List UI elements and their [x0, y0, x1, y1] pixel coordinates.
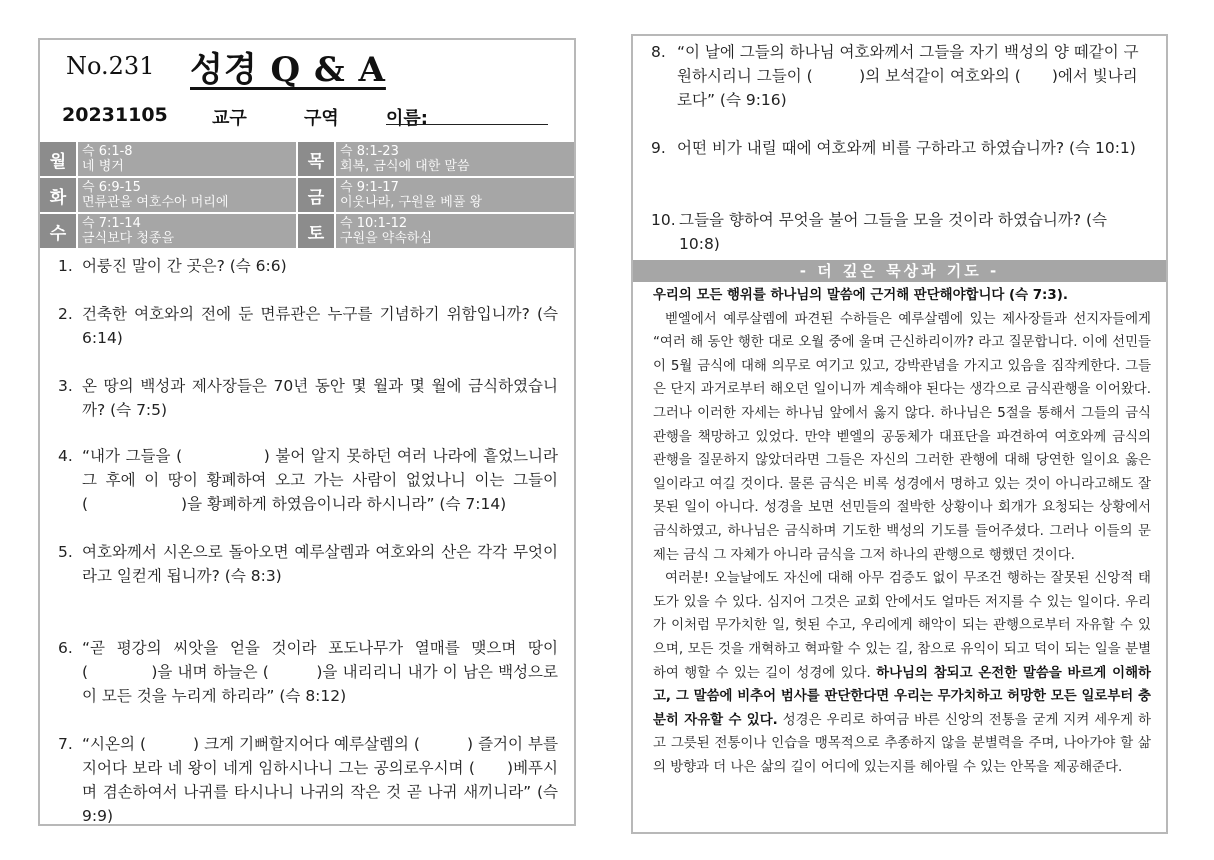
question-item — [651, 208, 1151, 256]
reading-cell — [78, 142, 296, 176]
schedule-row — [40, 142, 574, 178]
reading-desc: 면류관을 여호수아 머리에 — [82, 195, 229, 210]
guyeok-label: 구역 — [304, 108, 339, 129]
question-text: 그들을 향하여 무엇을 불어 그들을 모을 것이라 하였습니까? (슥 10:8) — [679, 211, 1108, 253]
meditation-text: 성경은 우리로 하여금 바른 신앙의 전통을 굳게 지켜 세우게 하고 그릇된 전통이나 인습을 맹목적으로 추종하지 않을 분별력을 주며, 나아가야 할 삶의 방향과 더 나은 삶의 길이 어디에 있는지를 헤아릴 수 있는 안목을 제공해준다. — [653, 712, 1151, 775]
schedule-row — [40, 178, 574, 214]
question-number: 10. — [651, 211, 676, 229]
question-number: 9. — [651, 139, 666, 157]
question-item — [58, 636, 558, 708]
name-blank-line — [386, 124, 548, 125]
question-item — [58, 732, 558, 828]
meditation-emphasis: 하나님의 참되고 온전한 말씀을 바르게 이해하고, 그 말씀에 비추어 범사를 판단한다면 우리는 무가치하고 허망한 모든 일로부터 충분히 자유할 수 있다. — [653, 665, 1151, 728]
schedule-row — [40, 214, 574, 250]
day-label: 월 — [40, 142, 76, 176]
reading-cell — [78, 178, 296, 212]
question-text: “곧 평강의 씨앗을 얻을 것이라 포도나무가 열매를 맺으며 땅이 ( )을 내며 하늘은 ( )을 내리리니 내가 이 남은 백성으로 이 모든 것을 누리게 하리라” (슥 8:12) — [82, 639, 558, 705]
question-item — [651, 40, 1151, 112]
meditation-text: 여러분! 오늘날에도 자신에 대해 아무 검증도 없이 무조건 행하는 잘못된 신앙적 태도가 있을 수 있다. 심지어 그것은 교회 안에서도 얼마든 저지를 수 있는 일이다. 우리가 이처럼 무가치한 일, 헛된 수고, 우리에게 해악이 되는 관행으로부터 자유할 수 있으며, 모든 것을 개혁하고 혁파할 수 있는 길, 참으로 유익이 되고 덕이 되는 일을 분별하여 행할 수 있는 길이 성경에 있다. — [653, 571, 1151, 681]
reading-desc: 네 병거 — [82, 159, 124, 174]
question-item — [58, 302, 558, 350]
meditation-body — [653, 284, 1151, 779]
reading-ref: 슥 6:9-15 — [82, 180, 141, 195]
question-item — [58, 254, 558, 278]
reading-desc: 구원을 약속하심 — [340, 231, 433, 246]
reading-cell — [336, 178, 574, 212]
question-number: 3. — [58, 377, 73, 395]
reading-cell — [78, 214, 296, 248]
question-text: 어룽진 말이 간 곳은? (슥 6:6) — [82, 257, 287, 275]
meditation-paragraph-2 — [653, 567, 1151, 779]
date-label: 20231105 — [62, 104, 168, 126]
day-label: 화 — [40, 178, 76, 212]
question-item — [651, 136, 1151, 160]
question-text: 건축한 여호와의 전에 둔 면류관은 누구를 기념하기 위함입니까? (슥 6:14) — [82, 305, 558, 347]
question-number: 4. — [58, 447, 73, 465]
reading-desc: 금식보다 청종을 — [82, 231, 175, 246]
reading-desc: 회복, 금식에 대한 말씀 — [340, 159, 470, 174]
day-label: 목 — [298, 142, 334, 176]
question-number: 2. — [58, 305, 73, 323]
reading-ref: 슥 6:1-8 — [82, 144, 133, 159]
question-item — [58, 374, 558, 422]
right-page — [631, 34, 1168, 834]
question-text: 여호와께서 시온으로 돌아오면 예루살렘과 여호와의 산은 각각 무엇이라고 일컫게 됩니까? (슥 8:3) — [82, 543, 558, 585]
day-label: 토 — [298, 214, 334, 248]
name-label: 이름: — [386, 108, 428, 129]
reading-ref: 슥 8:1-23 — [340, 144, 399, 159]
page-title: 성경 Q & A — [190, 50, 386, 90]
reading-cell — [336, 142, 574, 176]
question-number: 7. — [58, 735, 73, 753]
question-number: 8. — [651, 43, 666, 61]
day-label: 수 — [40, 214, 76, 248]
question-number: 5. — [58, 543, 73, 561]
day-label: 금 — [298, 178, 334, 212]
question-number: 1. — [58, 257, 73, 275]
meditation-heading: - 더 깊은 묵상과 기도 - — [633, 260, 1166, 282]
reading-desc: 이웃나라, 구원을 베풀 왕 — [340, 195, 483, 210]
question-text: “내가 그들을 ( ) 불어 알지 못하던 여러 나라에 흩었느니라 그 후에 이 땅이 황폐하여 오고 가는 사람이 없었나니 이는 그들이 ( )을 황폐하게 하였음이니라 하시니라” (슥 7:14) — [82, 447, 558, 513]
question-item — [58, 540, 558, 588]
question-number: 6. — [58, 639, 73, 657]
question-text: “이 날에 그들의 하나님 여호와께서 그들을 자기 백성의 양 떼같이 구원하시리니 그들이 ( )의 보석같이 여호와의 ( )에서 빛나리로다” (슥 9:16) — [677, 43, 1139, 109]
reading-ref: 슥 7:1-14 — [82, 216, 141, 231]
meditation-intro: 우리의 모든 행위를 하나님의 말씀에 근거해 판단해야합니다 (슥 7:3). — [653, 288, 1068, 303]
meditation-paragraph-1: 벧엘에서 예루살렘에 파견된 수하들은 예루살렘에 있는 제사장들과 선지자들에게 “여러 해 동안 행한 대로 오월 중에 울며 근신하리이까? 라고 질문합니다. 이에 선민들이 5월 금식에 대해 의무로 여기고 있고, 강박관념을 가지고 있음을 짐작케한다. 그들은 단지 과거로부터 해오던 일이니까 계속해야 된다는 생각으로 금식관행을 이어왔다. 그러나 이러한 자세는 하나님 앞에서 옳지 않다. 하나님은 5절을 통해서 그들의 금식관행을 책망하고 있었다. 만약 벧엘의 공동체가 대표단을 파견하여 여호와께 금식의 관행을 질문하지 않았더라면 그들은 자신의 그러한 관행에 대해 당연한 일이요 옳은 일이라고 여길 것이다. 물론 금식은 비록 성경에서 명하고 있는 것이 아니라고해도 잘못된 일이 아니다. 성경을 보면 선민들의 절박한 상황이나 회개가 요청되는 상황에서 금식하였고, 하나님은 금식하며 기도한 백성의 기도를 들어주셨다. 그러나 이들의 문제는 금식 그 자체가 아니라 금식을 그저 하나의 관행으로 행했던 것이다. — [653, 311, 1151, 563]
reading-ref: 슥 9:1-17 — [340, 180, 399, 195]
question-text: “시온의 ( ) 크게 기뻐할지어다 예루살렘의 ( ) 즐거이 부를지어다 보라 네 왕이 네게 임하시나니 그는 공의로우시며 ( )베푸시며 겸손하여서 나귀를 타시나니 나귀의 작은 것 곧 나귀 새끼니라” (슥 9:9) — [82, 735, 558, 825]
left-page — [38, 38, 576, 826]
question-item — [58, 444, 558, 516]
reading-cell — [336, 214, 574, 248]
question-text: 온 땅의 백성과 제사장들은 70년 동안 몇 월과 몇 월에 금식하였습니까? (슥 7:5) — [82, 377, 558, 419]
issue-number: No.231 — [66, 52, 155, 80]
question-text: 어떤 비가 내릴 때에 여호와께 비를 구하라고 하였습니까? (슥 10:1) — [677, 139, 1136, 157]
gyogu-label: 교구 — [212, 108, 247, 129]
reading-ref: 슥 10:1-12 — [340, 216, 408, 231]
